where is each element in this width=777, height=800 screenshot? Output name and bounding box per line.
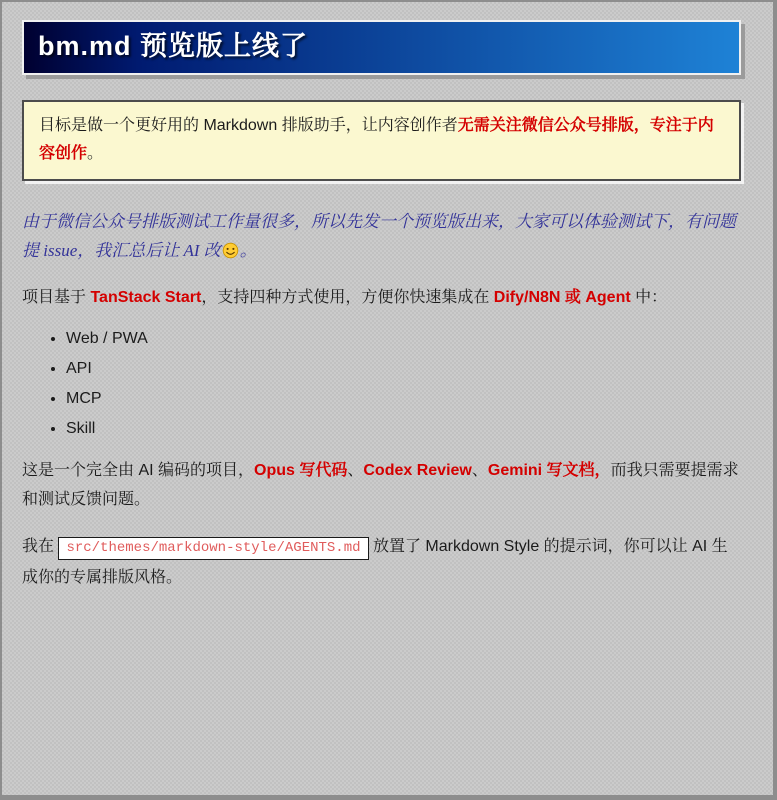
codex-highlight: Codex Review: [363, 461, 472, 479]
code-paragraph: [22, 532, 743, 592]
separator: 、: [347, 461, 364, 479]
intro-text-end: 。: [239, 240, 257, 260]
inline-code-path: src/themes/markdown-style/AGENTS.md: [58, 537, 368, 560]
ai-text-start: 这是一个完全由 AI 编码的项目，: [22, 461, 255, 479]
gemini-highlight: Gemini 写文档，: [487, 461, 611, 479]
list-item-label: API: [66, 359, 92, 377]
list-item-web-pwa: [66, 330, 743, 348]
ai-text-end: 而我只需要提需求和测试反馈问题。: [22, 461, 739, 508]
separator: 、: [471, 461, 488, 479]
list-item-label: Skill: [66, 419, 96, 437]
tanstack-highlight: TanStack Start: [90, 288, 202, 306]
list-item-skill: [66, 420, 743, 438]
callout-text-end: 。: [87, 144, 104, 162]
feature-list: [22, 330, 743, 438]
list-item-label: MCP: [66, 389, 102, 407]
page-title: [22, 20, 741, 75]
callout-highlight: 无需关注微信公众号排版，专注于内容创作: [39, 116, 714, 162]
project-text-start: 项目基于: [22, 288, 91, 306]
code-text-end: 放置了 Markdown Style 的提示词，你可以让 AI 生成你的专属排版风格。: [22, 537, 728, 586]
intro-text: 由于微信公众号排版测试工作量很多，所以先发一个预览版出来，大家可以体验测试下，有问题提 issue，我汇总后让 AI 改: [22, 211, 736, 260]
integrations-highlight: Dify/N8N 或 Agent: [493, 288, 631, 306]
smiley-emoji-icon: [221, 241, 240, 260]
ai-paragraph: [22, 456, 743, 514]
list-item-label: Web / PWA: [66, 329, 148, 347]
list-item-api: [66, 360, 743, 378]
callout-box: [22, 100, 741, 181]
opus-highlight: Opus 写代码: [254, 461, 348, 479]
project-text-end: 中：: [630, 288, 668, 306]
list-item-mcp: [66, 390, 743, 408]
code-text-start: 我在: [22, 537, 59, 555]
project-text-mid: ，支持四种方式使用，方便你快速集成在: [201, 288, 494, 306]
project-paragraph: [22, 283, 743, 312]
callout-text-start: 目标是做一个更好用的 Markdown 排版助手，让内容创作者: [39, 116, 458, 134]
intro-paragraph: [22, 207, 743, 265]
page-title-text: bm.md 预览版上线了: [38, 31, 309, 61]
